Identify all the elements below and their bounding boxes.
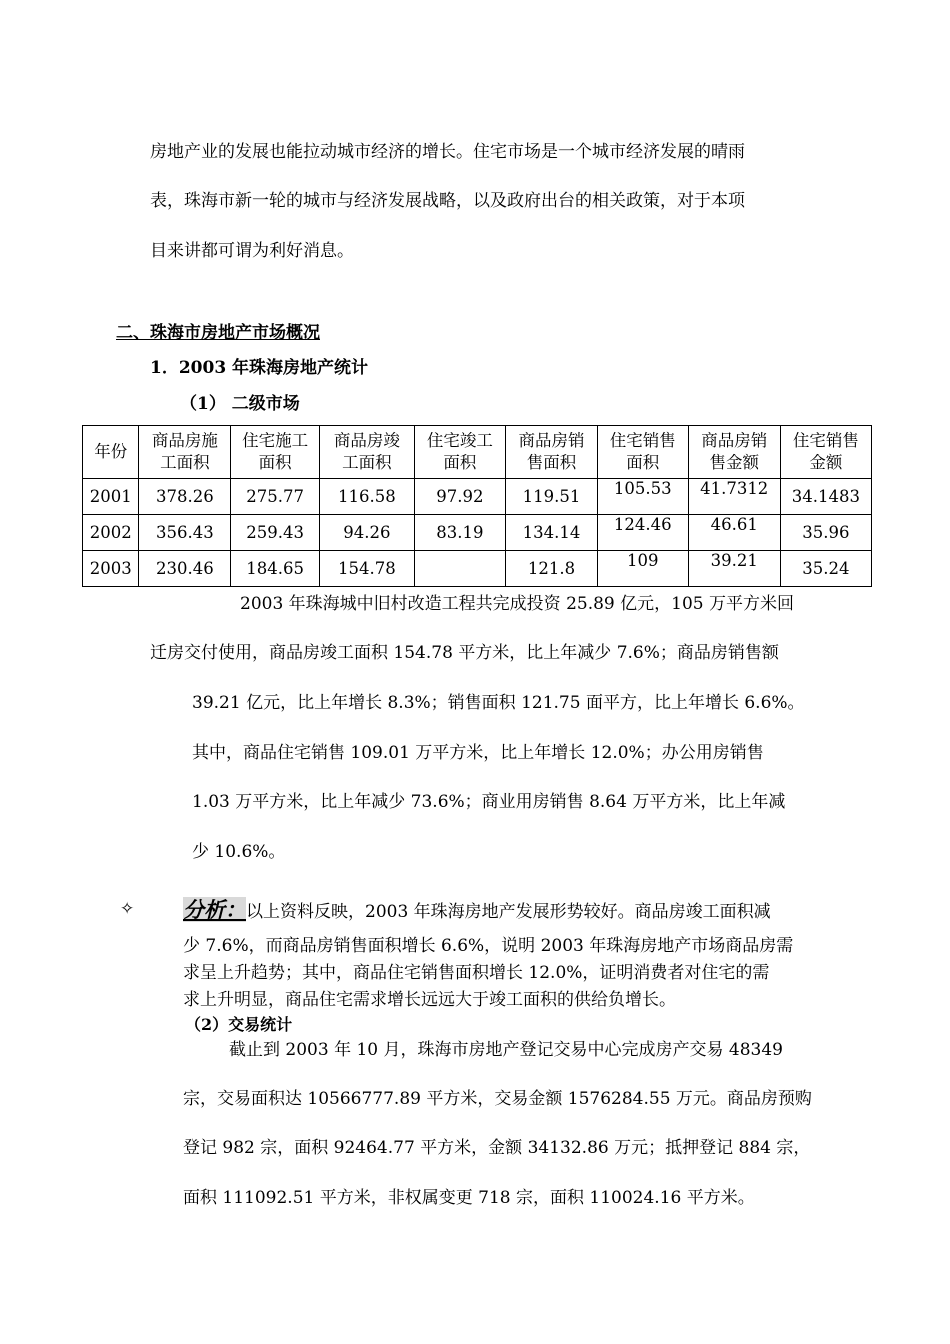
analysis-text: 以上资料反映，2003 年珠海房地产发展形势较好。商品房竣工面积减 [246,902,771,922]
header-cell: 住宅销售 面积 [597,426,688,479]
table-cell: 2001 [83,479,139,515]
trade-line-3: 登记 982 宗，面积 92464.77 平方米，金额 34132.86 万元；抵押登记 884 宗， [183,1138,811,1158]
table-cell [414,551,505,587]
analysis-first-line [183,899,771,923]
table-cell: 83.19 [414,515,505,551]
table-cell: 356.43 [139,515,231,551]
table-header-row [83,426,872,479]
table-cell: 134.14 [506,515,598,551]
table-cell: 2002 [83,515,139,551]
table-cell: 97.92 [414,479,505,515]
body-line-4: 其中，商品住宅销售 109.01 万平方米，比上年增长 12.0%；办公用房销售 [192,743,764,763]
table-row [83,551,872,587]
table-cell: 34.1483 [780,479,871,515]
table-cell: 2003 [83,551,139,587]
trade-line-4: 面积 111092.51 平方米，非权属变更 718 宗，面积 110024.16 平方米。 [183,1188,755,1208]
header-cell: 住宅销售 金额 [780,426,871,479]
table-row [83,479,872,515]
header-cell: 商品房销 售面积 [506,426,598,479]
table-cell: 116.58 [320,479,415,515]
table-cell: 119.51 [506,479,598,515]
body-line-2: 迁房交付使用，商品房竣工面积 154.78 平方米，比上年减少 7.6%；商品房销售额 [150,643,779,663]
table-cell: 41.7312 [688,479,780,515]
table-cell: 230.46 [139,551,231,587]
trade-line-2: 宗，交易面积达 10566777.89 平方米，交易金额 1576284.55 万元。商品房预购 [183,1089,812,1109]
body-line-1: 2003 年珠海城中旧村改造工程共完成投资 25.89 亿元，105 万平方米回 [240,594,794,614]
body-line-3: 39.21 亿元，比上年增长 8.3%；销售面积 121.75 面平方，比上年增长 6.6%。 [192,693,805,713]
analysis-line-2: 少 7.6%，而商品房销售面积增长 6.6%，说明 2003 年珠海房地产市场商品房需 [183,936,794,956]
table-cell: 259.43 [231,515,320,551]
trade-line-1: 截止到 2003 年 10 月，珠海市房地产登记交易中心完成房产交易 48349 [229,1040,783,1060]
table-cell: 35.96 [780,515,871,551]
body-line-5: 1.03 万平方米，比上年减少 73.6%；商业用房销售 8.64 万平方米，比上年减 [192,792,786,812]
table-cell: 378.26 [139,479,231,515]
analysis-line-3: 求呈上升趋势；其中，商品住宅销售面积增长 12.0%，证明消费者对住宅的需 [183,963,770,983]
intro-line-2: 表，珠海市新一轮的城市与经济发展战略，以及政府出台的相关政策，对于本项 [150,191,745,211]
table-cell: 121.8 [506,551,598,587]
analysis-label: 分析： [183,897,246,922]
header-cell: 年份 [83,426,139,479]
section-heading: 二、珠海市房地产市场概况 [116,323,320,343]
table-cell: 39.21 [688,551,780,587]
header-cell: 商品房施 工面积 [139,426,231,479]
header-cell: 住宅施工 面积 [231,426,320,479]
market-stats-table [82,425,872,587]
table-row [83,515,872,551]
analysis-line-4: 求上升明显，商品住宅需求增长远远大于竣工面积的供给负增长。 [183,990,676,1010]
table-cell: 124.46 [597,515,688,551]
subsection-heading: 1．2003 年珠海房地产统计 [150,358,369,378]
table-cell: 184.65 [231,551,320,587]
diamond-bullet-icon: ✧ [120,899,135,919]
header-cell: 商品房销 售金额 [688,426,780,479]
intro-line-3: 目来讲都可谓为利好消息。 [150,241,354,261]
trade-heading: （2）交易统计 [185,1015,293,1034]
market-heading: （1） 二级市场 [180,394,300,414]
table-cell: 275.77 [231,479,320,515]
header-cell: 住宅竣工 面积 [414,426,505,479]
table-cell: 154.78 [320,551,415,587]
table-cell: 94.26 [320,515,415,551]
table-cell: 35.24 [780,551,871,587]
table-cell: 105.53 [597,479,688,515]
table-cell: 46.61 [688,515,780,551]
body-line-6: 少 10.6%。 [192,842,286,862]
table-cell: 109 [597,551,688,587]
header-cell: 商品房竣 工面积 [320,426,415,479]
intro-line-1: 房地产业的发展也能拉动城市经济的增长。住宅市场是一个城市经济发展的晴雨 [150,142,745,162]
